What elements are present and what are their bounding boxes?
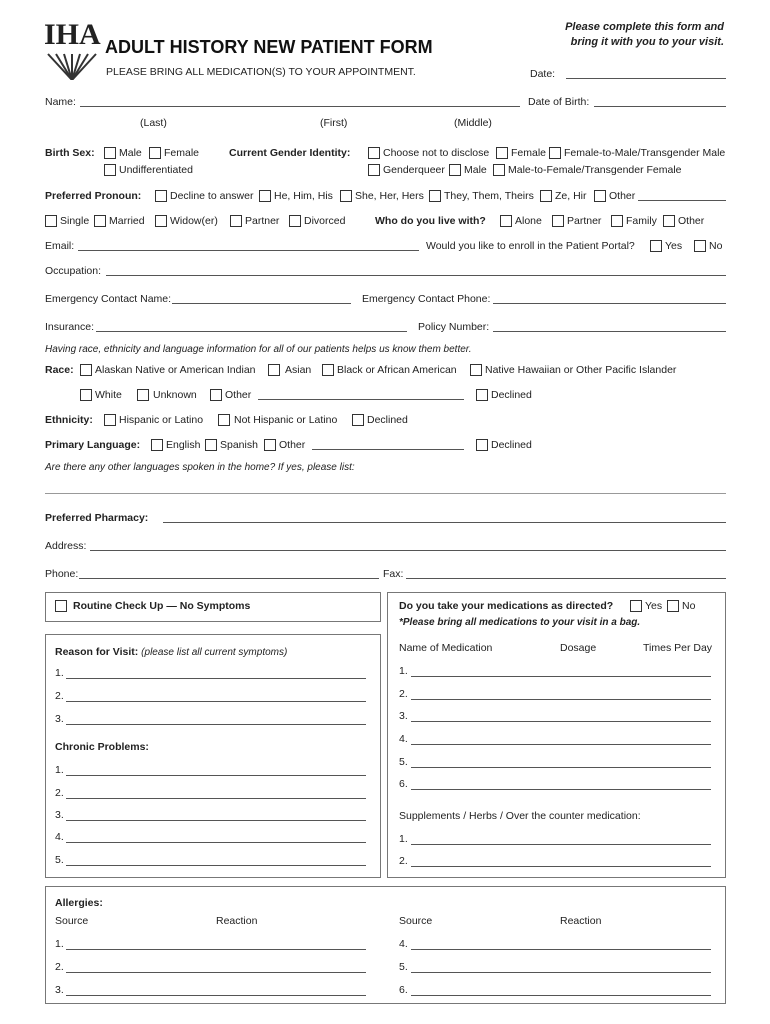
- checkbox-routine-checkup[interactable]: [55, 600, 67, 612]
- reason-label-row: [55, 646, 287, 658]
- medications-question: Do you take your medications as directed?: [399, 600, 614, 612]
- med-num-6: 6.: [399, 778, 408, 790]
- allergies-reaction-right: Reaction: [560, 915, 602, 927]
- option-family: Family: [626, 215, 657, 227]
- allergies-label: Allergies:: [55, 897, 103, 909]
- date-label: Date:: [530, 68, 556, 80]
- option-language-other: Other: [279, 439, 306, 451]
- supp-field-1[interactable]: [411, 844, 711, 845]
- supp-field-2[interactable]: [411, 866, 711, 867]
- name-last-caption: (Last): [140, 117, 167, 129]
- med-num-1: 1.: [399, 665, 408, 677]
- col-times-per-day: Times Per Day: [643, 642, 713, 654]
- allergy-field-1[interactable]: [66, 949, 366, 950]
- header-note-line2: bring it with you to your visit.: [570, 36, 724, 48]
- page-title: ADULT HISTORY NEW PATIENT FORM: [105, 37, 433, 57]
- pharmacy-phone-label: Phone:: [45, 568, 79, 580]
- med-field-6[interactable]: [411, 789, 711, 790]
- chronic-num-5: 5.: [55, 854, 64, 866]
- name-field[interactable]: [80, 106, 520, 107]
- emergency-name-field[interactable]: [172, 303, 351, 304]
- reason-num-3: 3.: [55, 713, 64, 725]
- option-female: Female: [164, 147, 200, 159]
- option-alaskan-native: Alaskan Native or American Indian: [95, 364, 256, 376]
- supplements-label: Supplements / Herbs / Over the counter medication:: [399, 810, 641, 822]
- race-label: Race:: [45, 364, 74, 376]
- checkbox-native-hawaiian[interactable]: [470, 364, 482, 376]
- checkbox-language-other[interactable]: [264, 439, 276, 451]
- dob-field[interactable]: [594, 106, 726, 107]
- checkbox-live-other[interactable]: [663, 215, 675, 227]
- option-live-other: Other: [678, 215, 705, 227]
- checkbox-ftm[interactable]: [549, 147, 561, 159]
- chronic-num-2: 2.: [55, 787, 64, 799]
- allergy-num-6: 6.: [399, 984, 408, 996]
- option-spanish: Spanish: [220, 439, 258, 451]
- med-num-4: 4.: [399, 733, 408, 745]
- email-field[interactable]: [78, 250, 419, 251]
- option-marital-partner: Partner: [245, 215, 280, 227]
- option-portal-no: No: [709, 240, 723, 252]
- pharmacy-field[interactable]: [163, 522, 726, 523]
- checkbox-black[interactable]: [322, 364, 334, 376]
- supp-num-2: 2.: [399, 855, 408, 867]
- med-field-3[interactable]: [411, 721, 711, 722]
- checkbox-mtf[interactable]: [493, 164, 505, 176]
- option-choose-not-to-disclose: Choose not to disclose: [383, 147, 490, 159]
- insurance-label: Insurance:: [45, 321, 95, 333]
- checkbox-portal-yes[interactable]: [650, 240, 662, 252]
- option-portal-yes: Yes: [665, 240, 683, 252]
- chronic-field-4[interactable]: [66, 842, 366, 843]
- option-genderqueer: Genderqueer: [383, 164, 445, 176]
- option-undifferentiated: Undifferentiated: [119, 164, 193, 176]
- allergy-num-1: 1.: [55, 938, 64, 950]
- other-languages-question: Are there any other languages spoken in the home? If yes, please list:: [45, 462, 355, 473]
- option-live-partner: Partner: [567, 215, 602, 227]
- name-label: Name:: [45, 96, 76, 108]
- pronoun-label: Preferred Pronoun:: [45, 190, 142, 202]
- date-field[interactable]: [566, 78, 726, 79]
- checkbox-choose-not-to-disclose[interactable]: [368, 147, 380, 159]
- col-medication-name: Name of Medication: [399, 642, 493, 654]
- option-they: They, Them, Theirs: [444, 190, 534, 202]
- reason-field-1[interactable]: [66, 678, 366, 679]
- supp-num-1: 1.: [399, 833, 408, 845]
- medications-box: [387, 592, 726, 878]
- header-note-line1: Please complete this form and: [565, 21, 724, 33]
- pharmacy-phone-field[interactable]: [79, 578, 379, 579]
- option-unknown: Unknown: [153, 389, 197, 401]
- checkbox-genderqueer[interactable]: [368, 164, 380, 176]
- reason-label: Reason for Visit:: [55, 646, 139, 658]
- medications-note: *Please bring all medications to your visit in a bag.: [399, 617, 641, 628]
- option-white: White: [95, 389, 122, 401]
- checkbox-white[interactable]: [80, 389, 92, 401]
- allergy-field-5[interactable]: [411, 972, 711, 973]
- pharmacy-fax-field[interactable]: [406, 578, 726, 579]
- name-middle-caption: (Middle): [454, 117, 492, 129]
- checkbox-alaskan-native[interactable]: [80, 364, 92, 376]
- option-male: Male: [119, 147, 142, 159]
- logo-sunburst-icon: [44, 52, 100, 80]
- option-black: Black or African American: [337, 364, 457, 376]
- allergy-num-4: 4.: [399, 938, 408, 950]
- option-hispanic: Hispanic or Latino: [119, 414, 204, 426]
- chronic-num-1: 1.: [55, 764, 64, 776]
- allergy-field-3[interactable]: [66, 995, 366, 996]
- checkbox-meds-yes[interactable]: [630, 600, 642, 612]
- allergy-field-2[interactable]: [66, 972, 366, 973]
- logo: IHA: [44, 18, 101, 51]
- pharmacy-address-field[interactable]: [90, 550, 726, 551]
- checkbox-marital-partner[interactable]: [230, 215, 242, 227]
- allergies-reaction-left: Reaction: [216, 915, 258, 927]
- live-with-label: Who do you live with?: [375, 215, 486, 227]
- option-race-declined: Declined: [491, 389, 532, 401]
- option-meds-no: No: [682, 600, 696, 612]
- option-single: Single: [60, 215, 90, 227]
- allergy-num-5: 5.: [399, 961, 408, 973]
- option-pronoun-other: Other: [609, 190, 636, 202]
- chronic-field-1[interactable]: [66, 775, 366, 776]
- checkbox-alone[interactable]: [500, 215, 512, 227]
- portal-question: Would you like to enroll in the Patient Portal?: [426, 240, 635, 252]
- pronoun-other-field[interactable]: [638, 200, 726, 201]
- med-num-3: 3.: [399, 710, 408, 722]
- option-language-declined: Declined: [491, 439, 532, 451]
- pharmacy-fax-label: Fax:: [383, 568, 404, 580]
- checkbox-decline-pronoun[interactable]: [155, 190, 167, 202]
- checkbox-female[interactable]: [149, 147, 161, 159]
- checkbox-divorced[interactable]: [289, 215, 301, 227]
- reason-field-3[interactable]: [66, 724, 366, 725]
- allergy-field-4[interactable]: [411, 949, 711, 950]
- policy-label: Policy Number:: [418, 321, 490, 333]
- checkbox-ethnicity-declined[interactable]: [352, 414, 364, 426]
- checkbox-gender-female[interactable]: [496, 147, 508, 159]
- option-race-other: Other: [225, 389, 252, 401]
- name-first-caption: (First): [320, 117, 348, 129]
- checkbox-race-declined[interactable]: [476, 389, 488, 401]
- chronic-num-4: 4.: [55, 831, 64, 843]
- checkbox-spanish[interactable]: [205, 439, 217, 451]
- language-other-field[interactable]: [312, 449, 464, 450]
- checkbox-ze[interactable]: [540, 190, 552, 202]
- med-field-4[interactable]: [411, 744, 711, 745]
- checkbox-he[interactable]: [259, 190, 271, 202]
- chronic-num-3: 3.: [55, 809, 64, 821]
- occupation-label: Occupation:: [45, 265, 102, 277]
- med-num-5: 5.: [399, 756, 408, 768]
- option-widow: Widow(er): [170, 215, 218, 227]
- email-label: Email:: [45, 240, 75, 252]
- option-married: Married: [109, 215, 145, 227]
- race-note: Having race, ethnicity and language information for all of our patients helps us know them better.: [45, 344, 472, 355]
- checkbox-they[interactable]: [429, 190, 441, 202]
- chronic-field-5[interactable]: [66, 865, 366, 866]
- reason-num-2: 2.: [55, 690, 64, 702]
- allergies-box: [45, 886, 726, 1004]
- allergy-num-3: 3.: [55, 984, 64, 996]
- option-mtf: Male-to-Female/Transgender Female: [508, 164, 682, 176]
- emergency-phone-field[interactable]: [493, 303, 726, 304]
- option-ze: Ze, Hir: [555, 190, 587, 202]
- routine-checkup-label: Routine Check Up — No Symptoms: [73, 600, 251, 612]
- option-native-hawaiian: Native Hawaiian or Other Pacific Islander: [485, 364, 677, 376]
- checkbox-she[interactable]: [340, 190, 352, 202]
- col-dosage: Dosage: [560, 642, 597, 654]
- reason-field-2[interactable]: [66, 701, 366, 702]
- birth-sex-label: Birth Sex:: [45, 147, 95, 159]
- allergy-num-2: 2.: [55, 961, 64, 973]
- option-ftm: Female-to-Male/Transgender Male: [564, 147, 726, 159]
- checkbox-widow[interactable]: [155, 215, 167, 227]
- checkbox-not-hispanic[interactable]: [218, 414, 230, 426]
- option-asian: Asian: [285, 364, 312, 376]
- allergies-source-right: Source: [399, 915, 433, 927]
- occupation-field[interactable]: [106, 275, 726, 276]
- option-divorced: Divorced: [304, 215, 346, 227]
- emergency-phone-label: Emergency Contact Phone:: [362, 293, 491, 305]
- insurance-field[interactable]: [96, 331, 407, 332]
- reason-num-1: 1.: [55, 667, 64, 679]
- header-note: [565, 20, 724, 50]
- emergency-name-label: Emergency Contact Name:: [45, 293, 172, 305]
- checkbox-family[interactable]: [611, 215, 623, 227]
- allergy-field-6[interactable]: [411, 995, 711, 996]
- language-label: Primary Language:: [45, 439, 141, 451]
- race-other-field[interactable]: [258, 399, 464, 400]
- checkbox-undifferentiated[interactable]: [104, 164, 116, 176]
- option-he: He, Him, His: [274, 190, 333, 202]
- checkbox-race-other[interactable]: [210, 389, 222, 401]
- checkbox-married[interactable]: [94, 215, 106, 227]
- option-gender-male: Male: [464, 164, 487, 176]
- option-english: English: [166, 439, 201, 451]
- option-alone: Alone: [515, 215, 542, 227]
- med-num-2: 2.: [399, 688, 408, 700]
- dob-label: Date of Birth:: [528, 96, 590, 108]
- other-languages-field[interactable]: [45, 493, 726, 494]
- chronic-field-3[interactable]: [66, 820, 366, 821]
- chronic-field-2[interactable]: [66, 798, 366, 799]
- checkbox-gender-male[interactable]: [449, 164, 461, 176]
- chronic-label: Chronic Problems:: [55, 741, 149, 753]
- checkbox-meds-no[interactable]: [667, 600, 679, 612]
- option-not-hispanic: Not Hispanic or Latino: [234, 414, 338, 426]
- checkbox-live-partner[interactable]: [552, 215, 564, 227]
- med-field-1[interactable]: [411, 676, 711, 677]
- checkbox-hispanic[interactable]: [104, 414, 116, 426]
- option-gender-female: Female: [511, 147, 547, 159]
- checkbox-male[interactable]: [104, 147, 116, 159]
- allergies-source-left: Source: [55, 915, 89, 927]
- reason-note: (please list all current symptoms): [141, 647, 288, 658]
- checkbox-single[interactable]: [45, 215, 57, 227]
- ethnicity-label: Ethnicity:: [45, 414, 93, 426]
- checkbox-english[interactable]: [151, 439, 163, 451]
- checkbox-portal-no[interactable]: [694, 240, 706, 252]
- pharmacy-label: Preferred Pharmacy:: [45, 512, 149, 524]
- med-field-5[interactable]: [411, 767, 711, 768]
- checkbox-language-declined[interactable]: [476, 439, 488, 451]
- option-meds-yes: Yes: [645, 600, 663, 612]
- option-she: She, Her, Hers: [355, 190, 424, 202]
- checkbox-asian[interactable]: [268, 364, 280, 376]
- checkbox-unknown[interactable]: [137, 389, 149, 401]
- page-subtitle: PLEASE BRING ALL MEDICATION(S) TO YOUR APPOINTMENT.: [106, 66, 416, 78]
- policy-field[interactable]: [493, 331, 726, 332]
- pharmacy-address-label: Address:: [45, 540, 87, 552]
- med-field-2[interactable]: [411, 699, 711, 700]
- gender-identity-label: Current Gender Identity:: [229, 147, 351, 159]
- option-decline-pronoun: Decline to answer: [170, 190, 254, 202]
- option-ethnicity-declined: Declined: [367, 414, 408, 426]
- checkbox-pronoun-other[interactable]: [594, 190, 606, 202]
